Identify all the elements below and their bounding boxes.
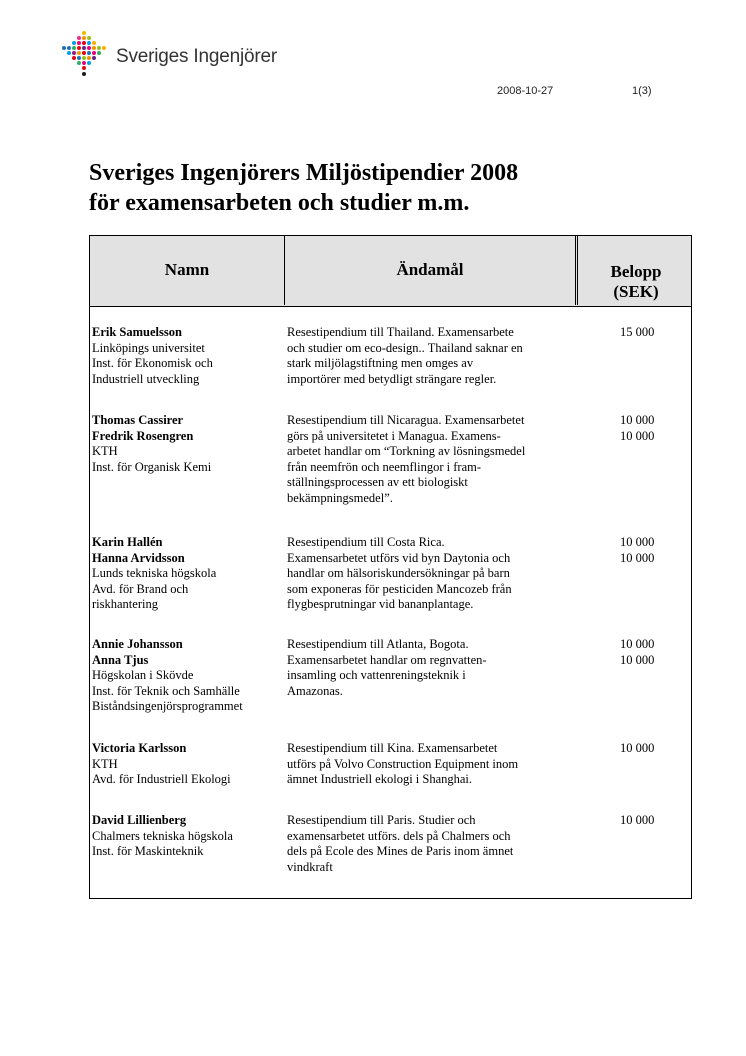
- purpose-line: importörer med betydligt strängare regler.: [287, 371, 497, 386]
- amount-cell: [620, 325, 690, 341]
- logo-dots-icon: [60, 30, 112, 82]
- purpose-line: Examensarbetet utförs vid byn Daytonia och: [287, 550, 511, 565]
- purpose-line: ställningsprocessen av ett biologiskt: [287, 475, 468, 489]
- amount-value: 15 000: [620, 325, 655, 339]
- title-line-2: för examensarbeten och studier m.m.: [89, 190, 470, 216]
- recipient-affiliation: Chalmers tekniska högskola: [92, 828, 233, 843]
- purpose-cell: [287, 637, 572, 699]
- recipient-affiliation: Inst. för Teknik och Samhälle: [92, 683, 240, 698]
- logo-text: Sveriges Ingenjörer: [116, 46, 277, 67]
- purpose-cell: [287, 813, 572, 875]
- document-date: 2008-10-27: [497, 85, 554, 97]
- purpose-line: stark miljölagstiftning men omges av: [287, 356, 474, 370]
- purpose-line: Resestipendium till Thailand. Examensarbete: [287, 325, 514, 339]
- recipient-affiliation: Inst. för Organisk Kemi: [92, 459, 212, 474]
- recipient-cell: [92, 637, 282, 715]
- recipient-affiliation: Linköpings universitet: [92, 340, 205, 355]
- recipient-affiliation: Högskolan i Skövde: [92, 668, 194, 682]
- amount-cell: [620, 637, 690, 668]
- purpose-line: dels på Ecole des Mines de Paris inom ämnet: [287, 844, 514, 858]
- header-belopp: [581, 236, 691, 305]
- purpose-cell: [287, 535, 572, 613]
- purpose-line: insamling och vattenreningsteknik i: [287, 668, 466, 682]
- amount-cell: [620, 413, 690, 444]
- recipient-cell: [92, 813, 282, 860]
- purpose-line: handlar om hälsoriskundersökningar på barn: [287, 566, 510, 580]
- purpose-line: Resestipendium till Nicaragua. Examensarbetet: [287, 413, 525, 427]
- recipient-affiliation: Inst. för Ekonomisk och: [92, 356, 213, 370]
- recipient-affiliation: riskhantering: [92, 597, 158, 611]
- recipient-affiliation: Lunds tekniska högskola: [92, 566, 217, 580]
- purpose-cell: [287, 413, 572, 506]
- amount-value: 10 000: [620, 652, 655, 667]
- recipient-affiliation: Avd. för Brand och: [92, 581, 189, 596]
- purpose-line: från neemfrön och neemflingor i fram-: [287, 459, 482, 474]
- logo: [60, 30, 360, 82]
- table-body: [89, 307, 692, 899]
- recipient-name: Anna Tjus: [92, 652, 149, 667]
- purpose-line: Examensarbetet handlar om regnvatten-: [287, 652, 487, 667]
- recipient-name: Erik Samuelsson: [92, 325, 182, 339]
- purpose-line: Amazonas.: [287, 683, 343, 698]
- purpose-line: Resestipendium till Paris. Studier och: [287, 813, 476, 827]
- recipient-name: Victoria Karlsson: [92, 741, 187, 755]
- recipient-cell: [92, 535, 282, 613]
- recipient-name: Thomas Cassirer: [92, 413, 184, 427]
- recipient-name: Karin Hallén: [92, 535, 163, 549]
- purpose-line: görs på universitetet i Managua. Examens-: [287, 428, 501, 443]
- purpose-cell: [287, 325, 572, 387]
- purpose-line: utförs på Volvo Construction Equipment inom: [287, 756, 519, 771]
- purpose-line: bekämpningsmedel”.: [287, 490, 393, 505]
- page-number: 1(3): [632, 85, 652, 97]
- purpose-line: flygbesprutningar vid bananplantage.: [287, 597, 474, 611]
- recipient-name: Annie Johansson: [92, 637, 183, 651]
- purpose-line: Resestipendium till Costa Rica.: [287, 535, 445, 549]
- header-belopp-line1: Belopp: [610, 262, 662, 281]
- recipient-cell: [92, 325, 282, 387]
- recipient-cell: [92, 741, 282, 788]
- recipient-affiliation: Biståndsingenjörsprogrammet: [92, 699, 243, 713]
- header-belopp-line2: (SEK): [613, 282, 659, 301]
- purpose-line: Resestipendium till Kina. Examensarbetet: [287, 741, 498, 755]
- amount-value: 10 000: [620, 550, 655, 565]
- header-andamal: Ändamål: [285, 236, 578, 305]
- header-namn: Namn: [90, 236, 285, 305]
- recipient-affiliation: KTH: [92, 756, 118, 771]
- recipient-affiliation: Inst. för Maskinteknik: [92, 844, 204, 858]
- purpose-line: examensarbetet utförs. dels på Chalmers och: [287, 828, 511, 843]
- amount-cell: [620, 535, 690, 566]
- page-title: [89, 158, 709, 218]
- amount-value: 10 000: [620, 535, 655, 549]
- recipient-cell: [92, 413, 282, 475]
- amount-cell: [620, 741, 690, 757]
- purpose-line: arbetet handlar om “Torkning av lösningsmedel: [287, 444, 526, 458]
- amount-value: 10 000: [620, 428, 655, 443]
- recipient-name: Fredrik Rosengren: [92, 428, 194, 443]
- title-line-1: Sveriges Ingenjörers Miljöstipendier 2008: [89, 160, 519, 186]
- purpose-line: Resestipendium till Atlanta, Bogota.: [287, 637, 469, 651]
- recipient-affiliation: KTH: [92, 444, 118, 458]
- recipient-affiliation: Industriell utveckling: [92, 371, 200, 386]
- recipient-name: David Lillienberg: [92, 813, 187, 827]
- purpose-cell: [287, 741, 572, 788]
- recipient-name: Hanna Arvidsson: [92, 550, 185, 565]
- purpose-line: vindkraft: [287, 859, 333, 874]
- amount-value: 10 000: [620, 637, 655, 651]
- purpose-line: och studier om eco-design.. Thailand saknar en: [287, 340, 523, 355]
- scholarship-table: [89, 235, 692, 899]
- amount-value: 10 000: [620, 813, 655, 827]
- table-header: [89, 235, 692, 307]
- purpose-line: ämnet Industriell ekologi i Shanghai.: [287, 772, 473, 786]
- purpose-line: som exponeras för pesticiden Mancozeb från: [287, 581, 512, 596]
- amount-value: 10 000: [620, 413, 655, 427]
- amount-cell: [620, 813, 690, 829]
- recipient-affiliation: Avd. för Industriell Ekologi: [92, 772, 231, 786]
- amount-value: 10 000: [620, 741, 655, 755]
